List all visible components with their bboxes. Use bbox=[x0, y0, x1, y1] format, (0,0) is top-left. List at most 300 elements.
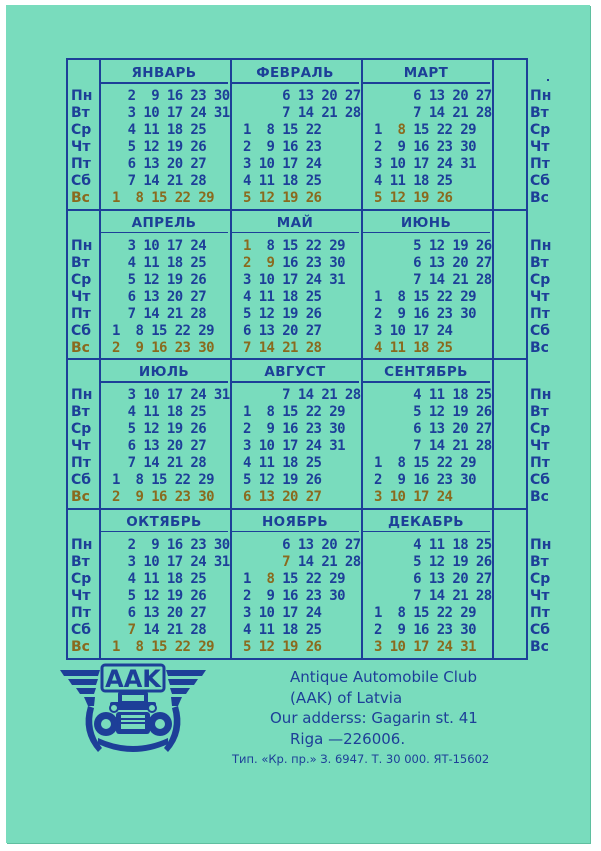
week-row bbox=[374, 554, 492, 571]
date-cell: 8 bbox=[135, 322, 144, 339]
date-cell: 14 bbox=[143, 173, 160, 189]
weekday-column-right bbox=[530, 88, 562, 207]
date-cell: 18 bbox=[282, 455, 298, 471]
date-cell: 24 bbox=[190, 105, 207, 121]
aak-logo bbox=[58, 662, 208, 762]
date-cell: 2 bbox=[243, 254, 251, 271]
date-cell: 26 bbox=[190, 139, 207, 155]
date-cell: 28 bbox=[190, 305, 207, 322]
date-cell: 10 bbox=[143, 553, 160, 570]
date-cell: 30 bbox=[460, 472, 476, 488]
month-divider bbox=[231, 232, 359, 234]
date-cell: 23 bbox=[436, 621, 453, 638]
weekday-label: Пт bbox=[71, 604, 91, 621]
date-cell: 12 bbox=[258, 638, 275, 655]
date-cell: 26 bbox=[436, 190, 453, 206]
date-cell: 28 bbox=[305, 339, 322, 356]
date-cell: 4 bbox=[243, 621, 251, 638]
weekday-label: Вт bbox=[530, 404, 549, 420]
date-cell: 23 bbox=[436, 472, 453, 488]
week-row bbox=[374, 156, 476, 173]
week-row bbox=[243, 438, 345, 455]
date-cell: 10 bbox=[258, 438, 275, 454]
date-cell: 14 bbox=[297, 387, 314, 403]
date-cell: 23 bbox=[305, 139, 322, 155]
month-block bbox=[100, 509, 228, 659]
date-cell: 4 bbox=[127, 404, 136, 420]
date-cell: 18 bbox=[166, 254, 183, 271]
date-cell: 19 bbox=[282, 305, 298, 322]
date-cell: 20 bbox=[452, 570, 469, 587]
date-cell: 26 bbox=[475, 237, 492, 254]
date-cell: 24 bbox=[190, 553, 207, 570]
date-cell: 14 bbox=[428, 105, 445, 121]
week-row bbox=[112, 489, 214, 506]
club-address: Our adderss: Gagarin st. 41 bbox=[270, 709, 478, 727]
date-cell: 19 bbox=[166, 271, 183, 288]
date-cell: 26 bbox=[305, 190, 322, 206]
date-cell: 1 bbox=[112, 472, 120, 488]
date-cell: 21 bbox=[321, 105, 338, 121]
date-cell: 13 bbox=[143, 288, 160, 305]
date-cell: 2 bbox=[127, 88, 136, 104]
date-cell: 1 bbox=[243, 404, 251, 420]
date-cell: 19 bbox=[452, 237, 469, 254]
date-cell: 7 bbox=[127, 173, 136, 189]
date-cell: 10 bbox=[389, 156, 406, 172]
date-cell: 20 bbox=[321, 536, 338, 553]
date-cell: 5 bbox=[413, 553, 421, 570]
date-cell: 25 bbox=[190, 570, 207, 587]
week-row bbox=[243, 571, 345, 588]
date-cell: 27 bbox=[475, 421, 492, 437]
date-cell: 25 bbox=[305, 173, 322, 189]
date-cell: 29 bbox=[198, 638, 214, 655]
date-cell: 12 bbox=[143, 271, 160, 288]
weekday-label: Пт bbox=[530, 455, 550, 471]
date-cell: 1 bbox=[243, 237, 251, 254]
date-cell: 15 bbox=[282, 122, 298, 138]
date-cell: 21 bbox=[282, 339, 298, 356]
date-cell: 14 bbox=[143, 455, 160, 471]
date-cell: 28 bbox=[190, 173, 207, 189]
weekday-label: Пн bbox=[71, 387, 93, 403]
date-cell: 28 bbox=[190, 621, 207, 638]
date-cell: 6 bbox=[413, 570, 421, 587]
week-row bbox=[112, 105, 230, 122]
month-name: ДЕКАБРЬ bbox=[387, 513, 464, 530]
week-row bbox=[243, 306, 321, 323]
week-row bbox=[243, 173, 321, 190]
date-cell: 23 bbox=[305, 421, 322, 437]
date-cell: 18 bbox=[166, 122, 183, 138]
date-cell: 15 bbox=[413, 604, 429, 621]
date-cell: 22 bbox=[305, 237, 322, 254]
week-row bbox=[374, 238, 492, 255]
date-cell: 18 bbox=[282, 288, 298, 305]
date-cell: 9 bbox=[266, 254, 275, 271]
month-name: МАЙ bbox=[276, 214, 314, 231]
date-cell: 27 bbox=[475, 254, 492, 271]
date-cell: 21 bbox=[321, 387, 338, 403]
date-cell: 7 bbox=[282, 105, 290, 121]
week-row bbox=[112, 306, 206, 323]
date-cell: 5 bbox=[127, 139, 136, 155]
date-cell: 18 bbox=[166, 404, 183, 420]
date-cell: 5 bbox=[243, 190, 251, 206]
date-cell: 13 bbox=[428, 254, 445, 271]
date-cell: 9 bbox=[266, 421, 275, 437]
date-cell: 16 bbox=[151, 339, 167, 356]
date-cell: 15 bbox=[413, 122, 429, 138]
date-cell: 1 bbox=[374, 122, 382, 138]
date-cell: 7 bbox=[282, 553, 290, 570]
date-cell: 16 bbox=[282, 254, 298, 271]
date-cell: 24 bbox=[190, 237, 207, 254]
date-cell: 30 bbox=[460, 305, 476, 322]
date-cell: 30 bbox=[460, 621, 476, 638]
date-cell: 15 bbox=[282, 237, 298, 254]
date-cell: 10 bbox=[143, 105, 160, 121]
week-row bbox=[374, 472, 476, 489]
weekday-label: Вс bbox=[71, 339, 90, 356]
date-cell: 16 bbox=[166, 88, 183, 104]
date-cell: 24 bbox=[305, 438, 322, 454]
date-cell: 12 bbox=[143, 587, 160, 604]
date-cell: 3 bbox=[374, 638, 382, 655]
week-row bbox=[243, 255, 345, 272]
date-cell: 1 bbox=[243, 122, 251, 138]
date-cell: 14 bbox=[258, 339, 275, 356]
date-cell: 1 bbox=[374, 604, 382, 621]
week-row bbox=[374, 404, 492, 421]
date-cell: 13 bbox=[297, 536, 314, 553]
week-row bbox=[112, 238, 206, 255]
month-divider bbox=[231, 531, 359, 533]
week-row bbox=[112, 554, 230, 571]
date-cell: 29 bbox=[460, 604, 476, 621]
date-cell: 19 bbox=[413, 190, 429, 206]
date-cell: 10 bbox=[258, 271, 275, 288]
month-block bbox=[100, 359, 228, 509]
month-name: ЯНВАРЬ bbox=[131, 65, 197, 81]
week-row bbox=[112, 122, 206, 139]
date-cell: 14 bbox=[428, 587, 445, 604]
week-row bbox=[374, 537, 492, 554]
month-block bbox=[100, 60, 228, 210]
date-cell: 14 bbox=[143, 621, 160, 638]
date-cell: 23 bbox=[436, 139, 453, 155]
weekday-label: Ср bbox=[530, 122, 551, 138]
date-cell: 21 bbox=[166, 173, 183, 189]
date-cell: 11 bbox=[428, 536, 445, 553]
date-cell: 29 bbox=[460, 455, 476, 471]
date-cell: 29 bbox=[329, 404, 345, 420]
date-cell: 21 bbox=[166, 455, 183, 471]
week-row bbox=[112, 387, 230, 404]
date-cell: 8 bbox=[266, 237, 275, 254]
date-cell: 16 bbox=[282, 421, 298, 437]
date-cell: 23 bbox=[305, 254, 322, 271]
date-cell: 31 bbox=[213, 553, 230, 570]
week-row bbox=[374, 88, 492, 105]
date-cell: 20 bbox=[452, 421, 469, 437]
week-row bbox=[112, 537, 230, 554]
date-cell: 9 bbox=[397, 472, 406, 488]
date-cell: 21 bbox=[452, 587, 469, 604]
date-cell: 20 bbox=[166, 156, 183, 172]
weekday-label: Сб bbox=[530, 322, 551, 339]
date-cell: 25 bbox=[190, 254, 207, 271]
date-cell: 14 bbox=[297, 105, 314, 121]
date-cell: 4 bbox=[243, 173, 251, 189]
week-row bbox=[374, 122, 476, 139]
date-cell: 27 bbox=[305, 322, 322, 339]
date-cell: 29 bbox=[329, 237, 345, 254]
date-cell: 4 bbox=[243, 288, 251, 305]
month-name: АПРЕЛЬ bbox=[131, 214, 197, 231]
date-cell: 22 bbox=[436, 455, 453, 471]
date-cell: 13 bbox=[258, 489, 275, 505]
date-cell: 16 bbox=[413, 305, 429, 322]
weekday-label: Чт bbox=[71, 587, 91, 604]
date-cell: 30 bbox=[329, 587, 345, 604]
date-cell: 23 bbox=[305, 587, 322, 604]
date-cell: 13 bbox=[143, 604, 160, 621]
date-cell: 9 bbox=[266, 587, 275, 604]
date-cell: 9 bbox=[397, 305, 406, 322]
date-cell: 10 bbox=[143, 387, 160, 403]
date-cell: 21 bbox=[452, 438, 469, 454]
date-cell: 21 bbox=[166, 305, 183, 322]
date-cell: 27 bbox=[475, 570, 492, 587]
calendar-grid bbox=[66, 58, 552, 660]
date-cell: 4 bbox=[127, 122, 136, 138]
date-cell: 9 bbox=[135, 339, 144, 356]
week-row bbox=[374, 387, 492, 404]
date-cell: 25 bbox=[305, 288, 322, 305]
month-name: СЕНТЯБРЬ bbox=[384, 364, 468, 380]
date-cell: 31 bbox=[460, 156, 476, 172]
week-row bbox=[243, 489, 321, 506]
date-cell: 6 bbox=[413, 88, 421, 104]
club-country: (AAK) of Latvia bbox=[290, 689, 403, 707]
date-cell: 26 bbox=[305, 305, 322, 322]
date-cell: 2 bbox=[112, 339, 120, 356]
date-cell: 19 bbox=[452, 553, 469, 570]
date-cell: 14 bbox=[143, 305, 160, 322]
date-cell: 3 bbox=[374, 156, 382, 172]
date-cell: 20 bbox=[166, 604, 183, 621]
date-cell: 5 bbox=[413, 237, 421, 254]
date-cell: 10 bbox=[389, 638, 406, 655]
date-cell: 17 bbox=[413, 156, 429, 172]
weekday-label: Ср bbox=[530, 271, 551, 288]
weekday-label: Ср bbox=[71, 122, 92, 138]
week-row bbox=[112, 156, 206, 173]
date-cell: 26 bbox=[190, 421, 207, 437]
week-row bbox=[112, 272, 206, 289]
week-row bbox=[243, 340, 321, 357]
week-row bbox=[243, 190, 321, 207]
date-cell: 30 bbox=[213, 88, 230, 104]
date-cell: 10 bbox=[143, 237, 160, 254]
date-cell: 27 bbox=[344, 88, 361, 104]
date-cell: 16 bbox=[166, 536, 183, 553]
month-name: ФЕВРАЛЬ bbox=[256, 65, 334, 81]
date-cell: 3 bbox=[243, 438, 251, 454]
date-cell: 24 bbox=[436, 156, 453, 172]
date-cell: 11 bbox=[389, 339, 406, 356]
week-row bbox=[112, 139, 206, 156]
date-cell: 6 bbox=[413, 421, 421, 437]
month-block bbox=[231, 359, 359, 509]
date-cell: 5 bbox=[243, 472, 251, 488]
date-cell: 23 bbox=[436, 305, 453, 322]
date-cell: 4 bbox=[127, 570, 136, 587]
date-cell: 22 bbox=[305, 404, 322, 420]
month-divider bbox=[362, 531, 490, 533]
weekday-label: Пт bbox=[71, 156, 91, 172]
date-cell: 15 bbox=[282, 570, 298, 587]
month-block bbox=[231, 60, 359, 210]
date-cell: 5 bbox=[127, 421, 136, 437]
logo-text: AAK bbox=[105, 665, 161, 693]
date-cell: 10 bbox=[258, 156, 275, 172]
date-cell: 30 bbox=[213, 536, 230, 553]
date-cell: 9 bbox=[397, 621, 406, 638]
date-cell: 15 bbox=[413, 455, 429, 471]
week-row bbox=[243, 139, 321, 156]
month-block bbox=[362, 210, 490, 360]
date-cell: 18 bbox=[413, 339, 429, 356]
date-cell: 4 bbox=[243, 455, 251, 471]
week-row bbox=[112, 472, 214, 489]
week-row bbox=[112, 455, 206, 472]
date-cell: 19 bbox=[282, 472, 298, 488]
date-cell: 27 bbox=[190, 438, 207, 454]
date-cell: 20 bbox=[452, 254, 469, 271]
date-cell: 24 bbox=[305, 604, 322, 621]
date-cell: 7 bbox=[127, 621, 136, 638]
date-cell: 1 bbox=[112, 322, 120, 339]
week-row bbox=[112, 622, 206, 639]
date-cell: 12 bbox=[143, 139, 160, 155]
date-cell: 16 bbox=[413, 472, 429, 488]
date-cell: 23 bbox=[190, 536, 207, 553]
weekday-label: Сб bbox=[71, 472, 92, 488]
date-cell: 28 bbox=[344, 553, 361, 570]
week-row bbox=[243, 156, 321, 173]
date-cell: 1 bbox=[374, 455, 382, 471]
date-cell: 11 bbox=[258, 173, 275, 189]
date-cell: 19 bbox=[282, 190, 298, 206]
date-cell: 10 bbox=[258, 604, 275, 621]
date-cell: 2 bbox=[243, 421, 251, 437]
weekday-label: Вс bbox=[530, 190, 549, 206]
weekday-label: Ср bbox=[71, 570, 92, 587]
weekday-label: Вс bbox=[71, 489, 90, 505]
week-row bbox=[374, 255, 492, 272]
date-cell: 3 bbox=[243, 604, 251, 621]
date-cell: 24 bbox=[436, 322, 453, 339]
date-cell: 3 bbox=[243, 271, 251, 288]
date-cell: 28 bbox=[475, 438, 492, 454]
weekday-label: Вт bbox=[71, 254, 90, 271]
date-cell: 19 bbox=[166, 421, 183, 437]
date-cell: 21 bbox=[452, 105, 469, 121]
weekday-label: Чт bbox=[71, 438, 91, 454]
month-divider bbox=[100, 232, 228, 234]
date-cell: 28 bbox=[475, 271, 492, 288]
date-cell: 22 bbox=[174, 638, 191, 655]
date-cell: 13 bbox=[428, 88, 445, 104]
weekday-label: Вс bbox=[530, 489, 549, 505]
week-row bbox=[374, 139, 476, 156]
date-cell: 7 bbox=[127, 305, 136, 322]
week-row bbox=[112, 323, 214, 340]
month-divider bbox=[362, 232, 490, 234]
date-cell: 20 bbox=[321, 88, 338, 104]
date-cell: 3 bbox=[374, 322, 382, 339]
week-row bbox=[374, 190, 452, 207]
weekday-column-right bbox=[530, 537, 562, 656]
weekday-label: Пн bbox=[71, 536, 93, 553]
date-cell: 27 bbox=[190, 156, 207, 172]
date-cell: 4 bbox=[413, 536, 421, 553]
week-row bbox=[243, 588, 345, 605]
week-row bbox=[243, 88, 361, 105]
date-cell: 25 bbox=[190, 404, 207, 420]
week-row bbox=[374, 571, 492, 588]
date-cell: 7 bbox=[413, 587, 421, 604]
weekday-label: Ср bbox=[71, 271, 92, 288]
weekday-label: Чт bbox=[530, 587, 550, 604]
date-cell: 11 bbox=[258, 621, 275, 638]
weekday-label: Чт bbox=[71, 288, 91, 305]
date-cell: 6 bbox=[127, 604, 136, 621]
date-cell: 29 bbox=[198, 322, 214, 339]
date-cell: 19 bbox=[282, 638, 298, 655]
date-cell: 24 bbox=[436, 638, 453, 655]
date-cell: 13 bbox=[258, 322, 275, 339]
week-row bbox=[112, 605, 206, 622]
date-cell: 6 bbox=[127, 156, 136, 172]
month-block bbox=[231, 509, 359, 659]
date-cell: 3 bbox=[127, 237, 136, 254]
week-row bbox=[374, 272, 492, 289]
date-cell: 21 bbox=[321, 553, 338, 570]
month-name: МАРТ bbox=[403, 65, 449, 81]
date-cell: 18 bbox=[166, 570, 183, 587]
weekday-label: Пн bbox=[71, 88, 93, 104]
weekday-label: Пт bbox=[71, 455, 91, 471]
month-divider bbox=[100, 82, 228, 84]
month-block bbox=[231, 210, 359, 360]
week-row bbox=[374, 173, 452, 190]
date-cell: 26 bbox=[475, 404, 492, 420]
date-cell: 12 bbox=[428, 237, 445, 254]
date-cell: 11 bbox=[258, 288, 275, 305]
date-cell: 22 bbox=[174, 472, 191, 488]
weekday-label: Вт bbox=[530, 553, 549, 570]
date-cell: 17 bbox=[166, 387, 183, 403]
week-row bbox=[112, 88, 230, 105]
date-cell: 7 bbox=[282, 387, 290, 403]
date-cell: 13 bbox=[428, 570, 445, 587]
month-divider bbox=[100, 381, 228, 383]
weekday-label: Ср bbox=[71, 421, 92, 437]
